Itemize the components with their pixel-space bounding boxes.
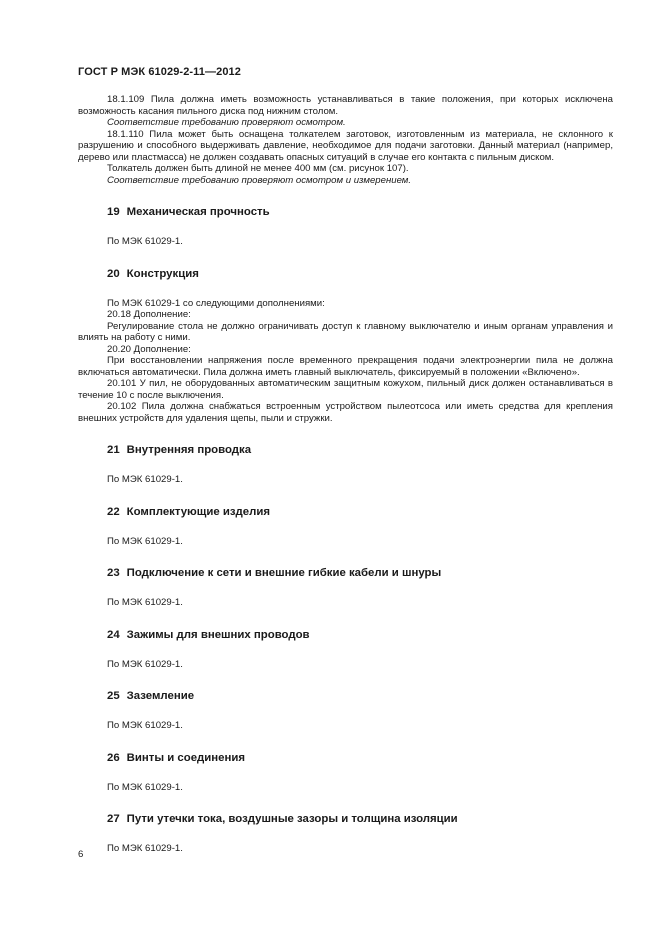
section-title: Комплектующие изделия <box>126 505 271 518</box>
section-title: Винты и соединения <box>126 751 246 764</box>
section-number: 26 <box>107 751 120 764</box>
section-heading-23 <box>107 566 613 580</box>
section-heading-27 <box>107 812 613 826</box>
section-body: По МЭК 61029-1. <box>107 781 183 793</box>
section-body: По МЭК 61029-1. <box>107 843 183 854</box>
section-body: По МЭК 61029-1. <box>107 597 183 608</box>
section-heading-24 <box>107 628 613 642</box>
document-header: ГОСТ Р МЭК 61029-2-11—2012 <box>78 66 241 78</box>
clause-20-18-heading: 20.18 Дополнение: <box>107 309 191 320</box>
section-number: 22 <box>107 505 120 518</box>
compliance-note: Соответствие требованию проверяют осмотром и измерением. <box>107 174 412 186</box>
document-body <box>78 94 613 855</box>
section-heading-26 <box>107 751 613 765</box>
section-number: 19 <box>107 206 120 218</box>
section-number: 27 <box>107 813 120 825</box>
section-20-intro: По МЭК 61029-1 со следующими дополнениями: <box>107 297 325 309</box>
paragraph-18-1-109: 18.1.109 Пила должна иметь возможность устанавливаться в такие положения, при которых исключена возможность касания пильного диска под нижним столом. <box>78 94 613 117</box>
compliance-note: Соответствие требованию проверяют осмотром. <box>107 117 346 128</box>
section-number: 20 <box>107 267 120 280</box>
clause-20-20-heading: 20.20 Дополнение: <box>107 343 191 355</box>
clause-20-101: 20.101 У пил, не оборудованных автоматическим защитным кожухом, пильный диск должен останавливаться в течение 10 с после выключения. <box>78 378 613 401</box>
clause-20-20-text: При восстановлении напряжения после временного прекращения подачи электроэнергии пила не должна включаться автоматически. Пила должна иметь главный выключатель, фиксируемый в положении «Включено». <box>78 355 613 378</box>
section-body: По МЭК 61029-1. <box>107 236 183 247</box>
section-heading-20 <box>107 267 613 281</box>
page-number: 6 <box>78 849 84 860</box>
section-body: По МЭК 61029-1. <box>107 474 183 485</box>
section-number: 24 <box>107 628 120 641</box>
clause-20-18-text: Регулирование стола не должно ограничивать доступ к главному выключателю и иным органам управления и влиять на работу с ними. <box>78 320 613 343</box>
section-body: По МЭК 61029-1. <box>107 535 183 547</box>
section-heading-19 <box>107 205 613 219</box>
section-heading-25 <box>107 689 613 703</box>
paragraph-pusher-length: Толкатель должен быть длиной не менее 400 мм (см. рисунок 107). <box>107 163 409 174</box>
section-number: 25 <box>107 690 120 702</box>
clause-20-102: 20.102 Пила должна снабжаться встроенным устройством пылеотсоса или иметь средства для крепления внешних устройств для удаления щепы, пыли и стружки. <box>78 401 613 424</box>
section-title: Механическая прочность <box>126 206 270 218</box>
section-body: По МЭК 61029-1. <box>107 720 183 731</box>
section-title: Пути утечки тока, воздушные зазоры и толщина изоляции <box>126 813 458 825</box>
section-title: Зажимы для внешних проводов <box>126 628 310 641</box>
section-body: По МЭК 61029-1. <box>107 658 183 670</box>
section-number: 21 <box>107 444 120 456</box>
section-number: 23 <box>107 567 120 579</box>
section-title: Внутренняя проводка <box>126 444 252 456</box>
section-heading-21 <box>107 443 613 457</box>
section-title: Заземление <box>126 690 195 702</box>
section-heading-22 <box>107 505 613 519</box>
section-title: Подключение к сети и внешние гибкие кабели и шнуры <box>126 567 442 579</box>
section-title: Конструкция <box>126 267 199 280</box>
paragraph-18-1-110: 18.1.110 Пила может быть оснащена толкателем заготовок, изготовленным из материала, не склонного к разрушению и способного выдерживать давление, необходимое для подачи заготовки. Данный материал (например, дерево или пластмасса) не должен создавать опасных ситуаций в случае его контакта с пильным диском. <box>78 128 613 163</box>
